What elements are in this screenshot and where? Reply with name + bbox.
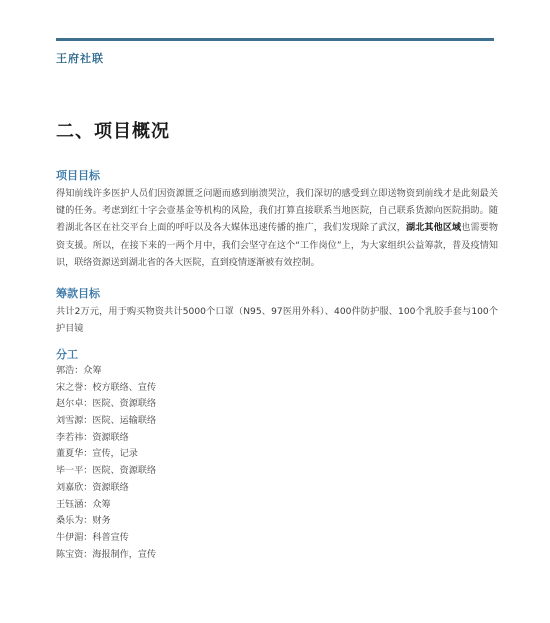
- member-item: 郭浩：众筹: [56, 366, 102, 376]
- goal-text-after: 也需要物资支援。所以，在接下来的一两个月中，我们会坚守在这个“工作岗位”上，为大家组织公益筹款，普及疫情知识，联络资源送到湖北省的各大医院，直到疫情逐渐被有效控制。: [56, 223, 498, 268]
- section-heading-goal: 项目目标: [56, 169, 100, 182]
- member-item: 董夏华：宣传，记录: [56, 449, 138, 460]
- fundraising-paragraph: 共计2万元，用于购买物资共计5000个口罩（N95、97医用外科）、400件防护服、100个乳胶手套与100个护目镜: [56, 307, 498, 335]
- organization-name: 王府社联: [56, 52, 104, 65]
- goal-text-bold: 湖北其他区域: [405, 223, 462, 234]
- member-item: 陈宝资：海报制作，宣传: [56, 549, 157, 560]
- member-item: 牛伊湄：科普宣传: [56, 532, 129, 543]
- goal-text-before: 得知前线许多医护人员们因资源匮乏问题而感到崩溃哭泣，我们深切的感受到立即送物资到前线才是此刻最关键的任务。考虑到红十字会壹基金等机构的风险，我们打算直接联系当地医院，自己联系货源向医院捐助。随着湖北各区在社交平台上面的呼吁以及各大媒体迅速传播的推广，我们发现除了武汉，: [56, 189, 498, 234]
- member-item: 王钰涵：众筹: [56, 499, 111, 510]
- section-heading-fundraising: 筹款目标: [56, 287, 100, 300]
- page-title: 二、项目概况: [56, 121, 170, 142]
- goal-paragraph: [56, 186, 498, 272]
- member-list: [56, 363, 156, 563]
- member-item: 毕一平：医院、资源联络: [56, 466, 157, 477]
- member-item: 桑乐为：财务: [56, 516, 111, 527]
- member-item: 赵尔卓：医院、资源联络: [56, 399, 157, 410]
- header-rule: [56, 38, 494, 41]
- member-item: 刘雪源：医院、运输联络: [56, 416, 157, 427]
- member-item: 刘嘉欣：资源联络: [56, 482, 129, 493]
- section-heading-division: 分工: [56, 348, 78, 361]
- member-item: 宋之誉：校方联络、宣传: [56, 382, 157, 393]
- member-item: 李若祎：资源联络: [56, 432, 129, 443]
